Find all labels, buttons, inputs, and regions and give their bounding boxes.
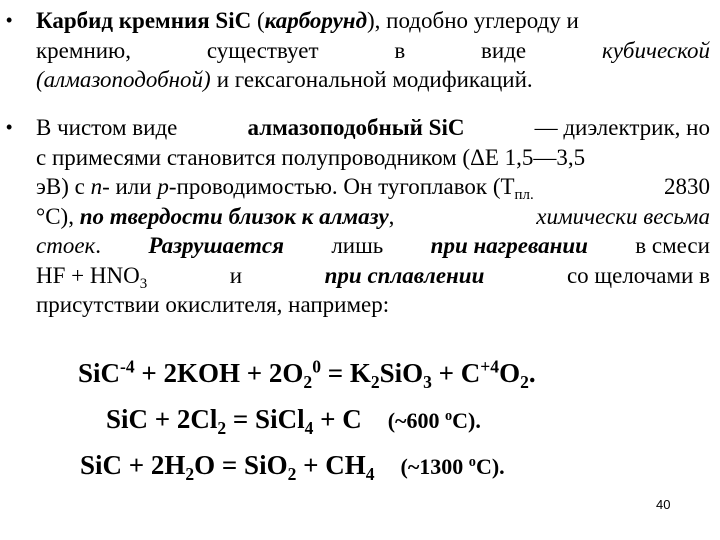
term-hardness: по твердости близок к алмазу: [79, 203, 389, 229]
equation-sic-water: SiC + $2H_2O = SiO_2 + CH_4$ (~1300 $^o$C).: [80, 450, 505, 485]
text-line: стоек. Разрушается лишь при нагревании в смеси: [36, 231, 710, 261]
text-line: HF + $HNO_3$ и при сплавлении со щелочами в: [36, 262, 710, 292]
term-cubic: кубической: [601, 37, 710, 63]
page-number: 40: [656, 497, 671, 512]
text-line: (алмазоподобной) и гексагональной модификаций.: [36, 65, 710, 95]
term-diamond-like: (алмазоподобной): [36, 67, 211, 92]
paragraph-silicon-carbide-modifications: [6, 6, 710, 95]
text-line: присутствии окислителя, например:: [36, 292, 390, 317]
equation-sic-chlorine: SiC + $2Cl_2$ = SiCl$_4$ + C (~600 $^o$C).: [106, 404, 481, 439]
equation-sic-koh: $SiC^{-4} + 2KOH + 2O_2^0 = K_2SiO_3 + C^{+4}O_2$.: [78, 356, 536, 393]
term-heating: при нагревании: [430, 233, 588, 258]
term-fusion: при сплавлении: [324, 262, 485, 288]
term-carborundum: карборунд: [264, 8, 367, 33]
text-line: кремнию, существует в виде кубической: [36, 36, 710, 66]
term-silicon-carbide: Карбид кремния SiC: [36, 8, 252, 33]
text-line: с примесями становится полупроводником (ΔE 1,5—3,5: [36, 144, 586, 170]
reaction-condition: (~600 $^o$C).: [387, 408, 481, 433]
text-line: °С), по твердости близок к алмазу, химически весьма: [36, 203, 710, 229]
text-line: Карбид кремния SiC (карборунд), подобно углероду и: [36, 8, 579, 33]
text-line: эВ) с n- или p-проводимостью. Он тугоплавок ($T_{пл.}$ 2830: [36, 174, 710, 204]
paragraph-pure-sic-properties: [6, 113, 710, 320]
bullet-icon: •: [6, 10, 13, 30]
term-decomposes: Разрушается: [148, 233, 284, 258]
text-line: В чистом виде алмазоподобный SiC — диэлектрик, но: [36, 113, 710, 143]
term-diamond-like-sic: алмазоподобный SiC: [247, 115, 465, 140]
bullet-icon: •: [6, 117, 13, 137]
reaction-condition: (~1300 $^o$C).: [400, 454, 505, 479]
